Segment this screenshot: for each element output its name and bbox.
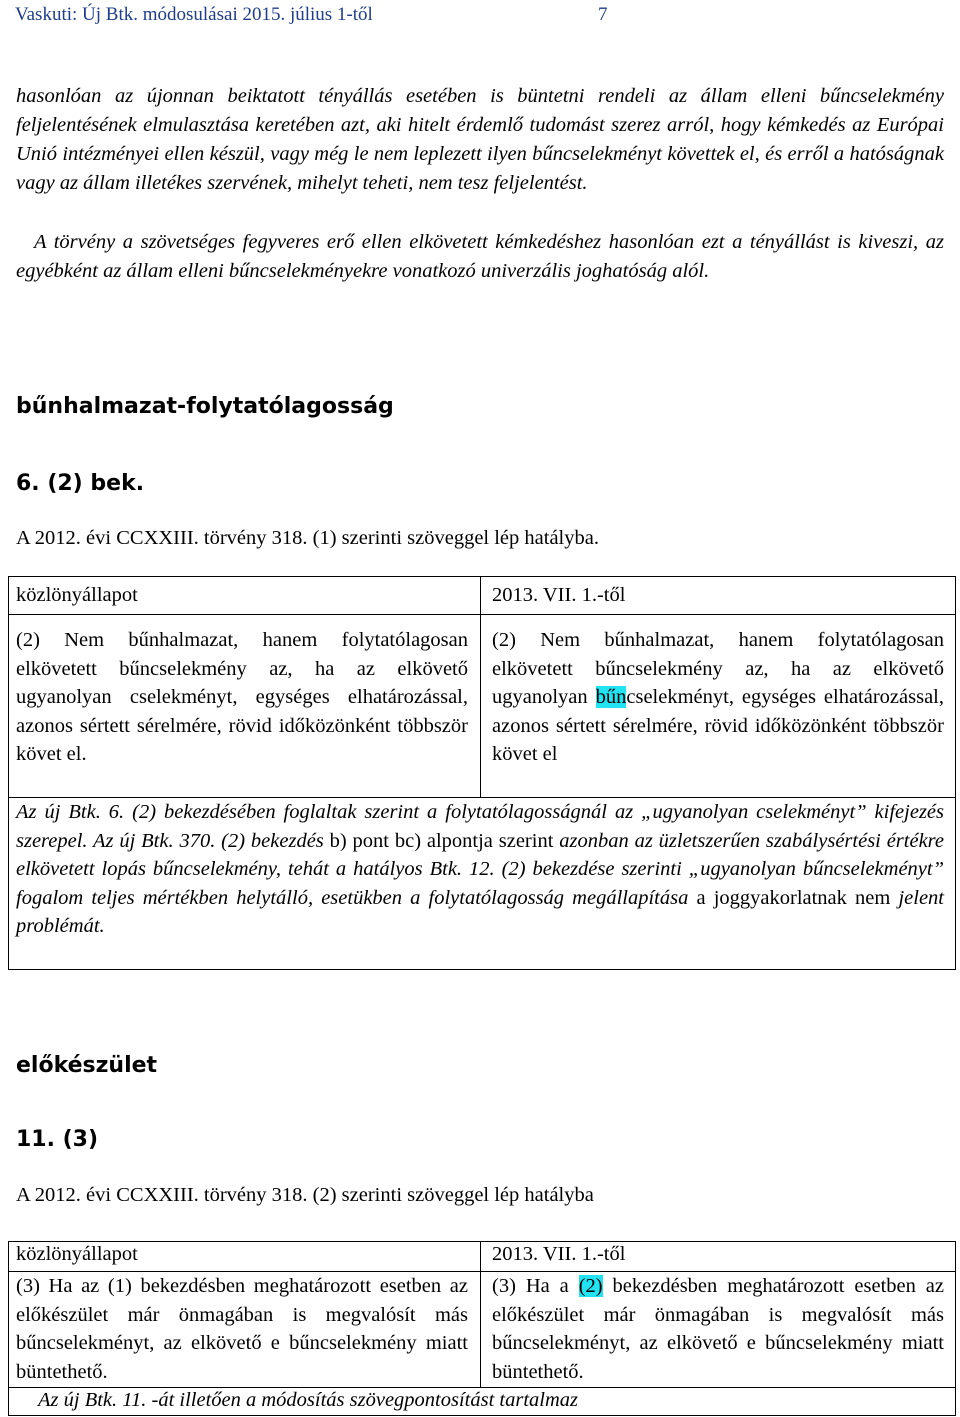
section2-footer-note: Az új Btk. 11. -át illetően a módosítás szövegpontosítást tartalmaz <box>38 1389 579 1411</box>
intro-paragraph-1: hasonlóan az újonnan beiktatott tényállás esetében is büntetni rendeli az állam elleni bűncselekmény feljelentésének elmulasztása keretében azt, aki hitelt érdemlő tudomást szerez arról, hogy kémkedés az Európai Unió intézményei ellen készül, vagy még le nem leplezett ilyen bűncselekményt követtek el, és erről a hatóságnak vagy az állam illetékes szervének, mihelyt teheti, nem tesz feljelentést. <box>16 85 944 194</box>
page-number: 7 <box>598 4 608 25</box>
section1-left-text: (2) Nem bűnhalmazat, hanem folytatólagosan elkövetett bűncselekmény az, ha az elkövető ugyanolyan cselekményt, egységes elhatározással, azonos sértett sérelmére, rövid időközönként többször követ el. <box>16 629 468 765</box>
section1-right-text: (2) Nem bűnhalmazat, hanem folytatólagosan elkövetett bűncselekmény az, ha az elkövető ugyanolyan bűncselekményt, egységes elhatározással, azonos sértett sérelmére, rövid időközönként többször követ el <box>492 629 944 765</box>
section2-left-label: közlönyállapot <box>16 1243 138 1265</box>
section2-subheading: 11. (3) <box>16 1127 99 1152</box>
page-header <box>15 4 615 28</box>
section1-header-divider <box>8 614 956 615</box>
section2-heading: előkészület <box>16 1053 158 1078</box>
section1-heading: bűnhalmazat-folytatólagosság <box>16 394 394 419</box>
highlight-mark: bűn <box>595 686 627 708</box>
highlight-mark: (2) <box>578 1275 603 1297</box>
section2-right-label: 2013. VII. 1.-től <box>492 1243 626 1265</box>
section1-effective-text: A 2012. évi CCXXIII. törvény 318. (1) szerinti szöveggel lép hatályba. <box>16 527 599 549</box>
header-title: Vaskuti: Új Btk. módosulásai 2015. július 1-től <box>15 4 373 25</box>
section2-left-text: (3) Ha az (1) bekezdésben meghatározott esetben az előkészület már önmagában is megvalósít más bűncselekményt, az elkövető e bűncselekmény miatt büntethető. <box>16 1275 468 1383</box>
section2-column-divider <box>480 1242 481 1387</box>
section1-left-label: közlönyállapot <box>16 584 138 606</box>
section2-body-divider <box>8 1387 956 1388</box>
section1-column-divider <box>480 577 481 797</box>
section1-subheading: 6. (2) bek. <box>16 471 145 496</box>
section1-note: Az új Btk. 6. (2) bekezdésében foglaltak szerint a folytatólagosságnál az „ugyanolyan cselekményt” kifejezés szerepel. Az új Btk. 370. (2) bekezdés b) pont bc) alpontja szerint azonban az üzletszerűen szabálysértési értékre elkövetett lopás bűncselekmény, tehát a hatályos Btk. 12. (2) bekezdése szerinti „ugyanolyan bűncselekményt” fogalom teljes mértékben helytálló, esetükben a folytatólagosság megállapítása a joggyakorlatnak nem jelent problémát. <box>16 801 944 937</box>
section2-right-text: (3) Ha a (2) bekezdésben meghatározott esetben az előkészület már önmagában is megvalósít más bűncselekményt, az elkövető e bűncselekmény miatt büntethető. <box>492 1275 945 1383</box>
intro-paragraph-2: A törvény a szövetséges fegyveres erő ellen elkövetett kémkedéshez hasonlóan ezt a tényállást is kiveszi, az egyébként az állam elleni bűncselekményekre vonatkozó univerzális joghatóság alól. <box>16 231 944 282</box>
section1-right-label: 2013. VII. 1.-től <box>492 584 626 606</box>
section2-effective-text: A 2012. évi CCXXIII. törvény 318. (2) szerinti szöveggel lép hatályba <box>16 1184 594 1206</box>
